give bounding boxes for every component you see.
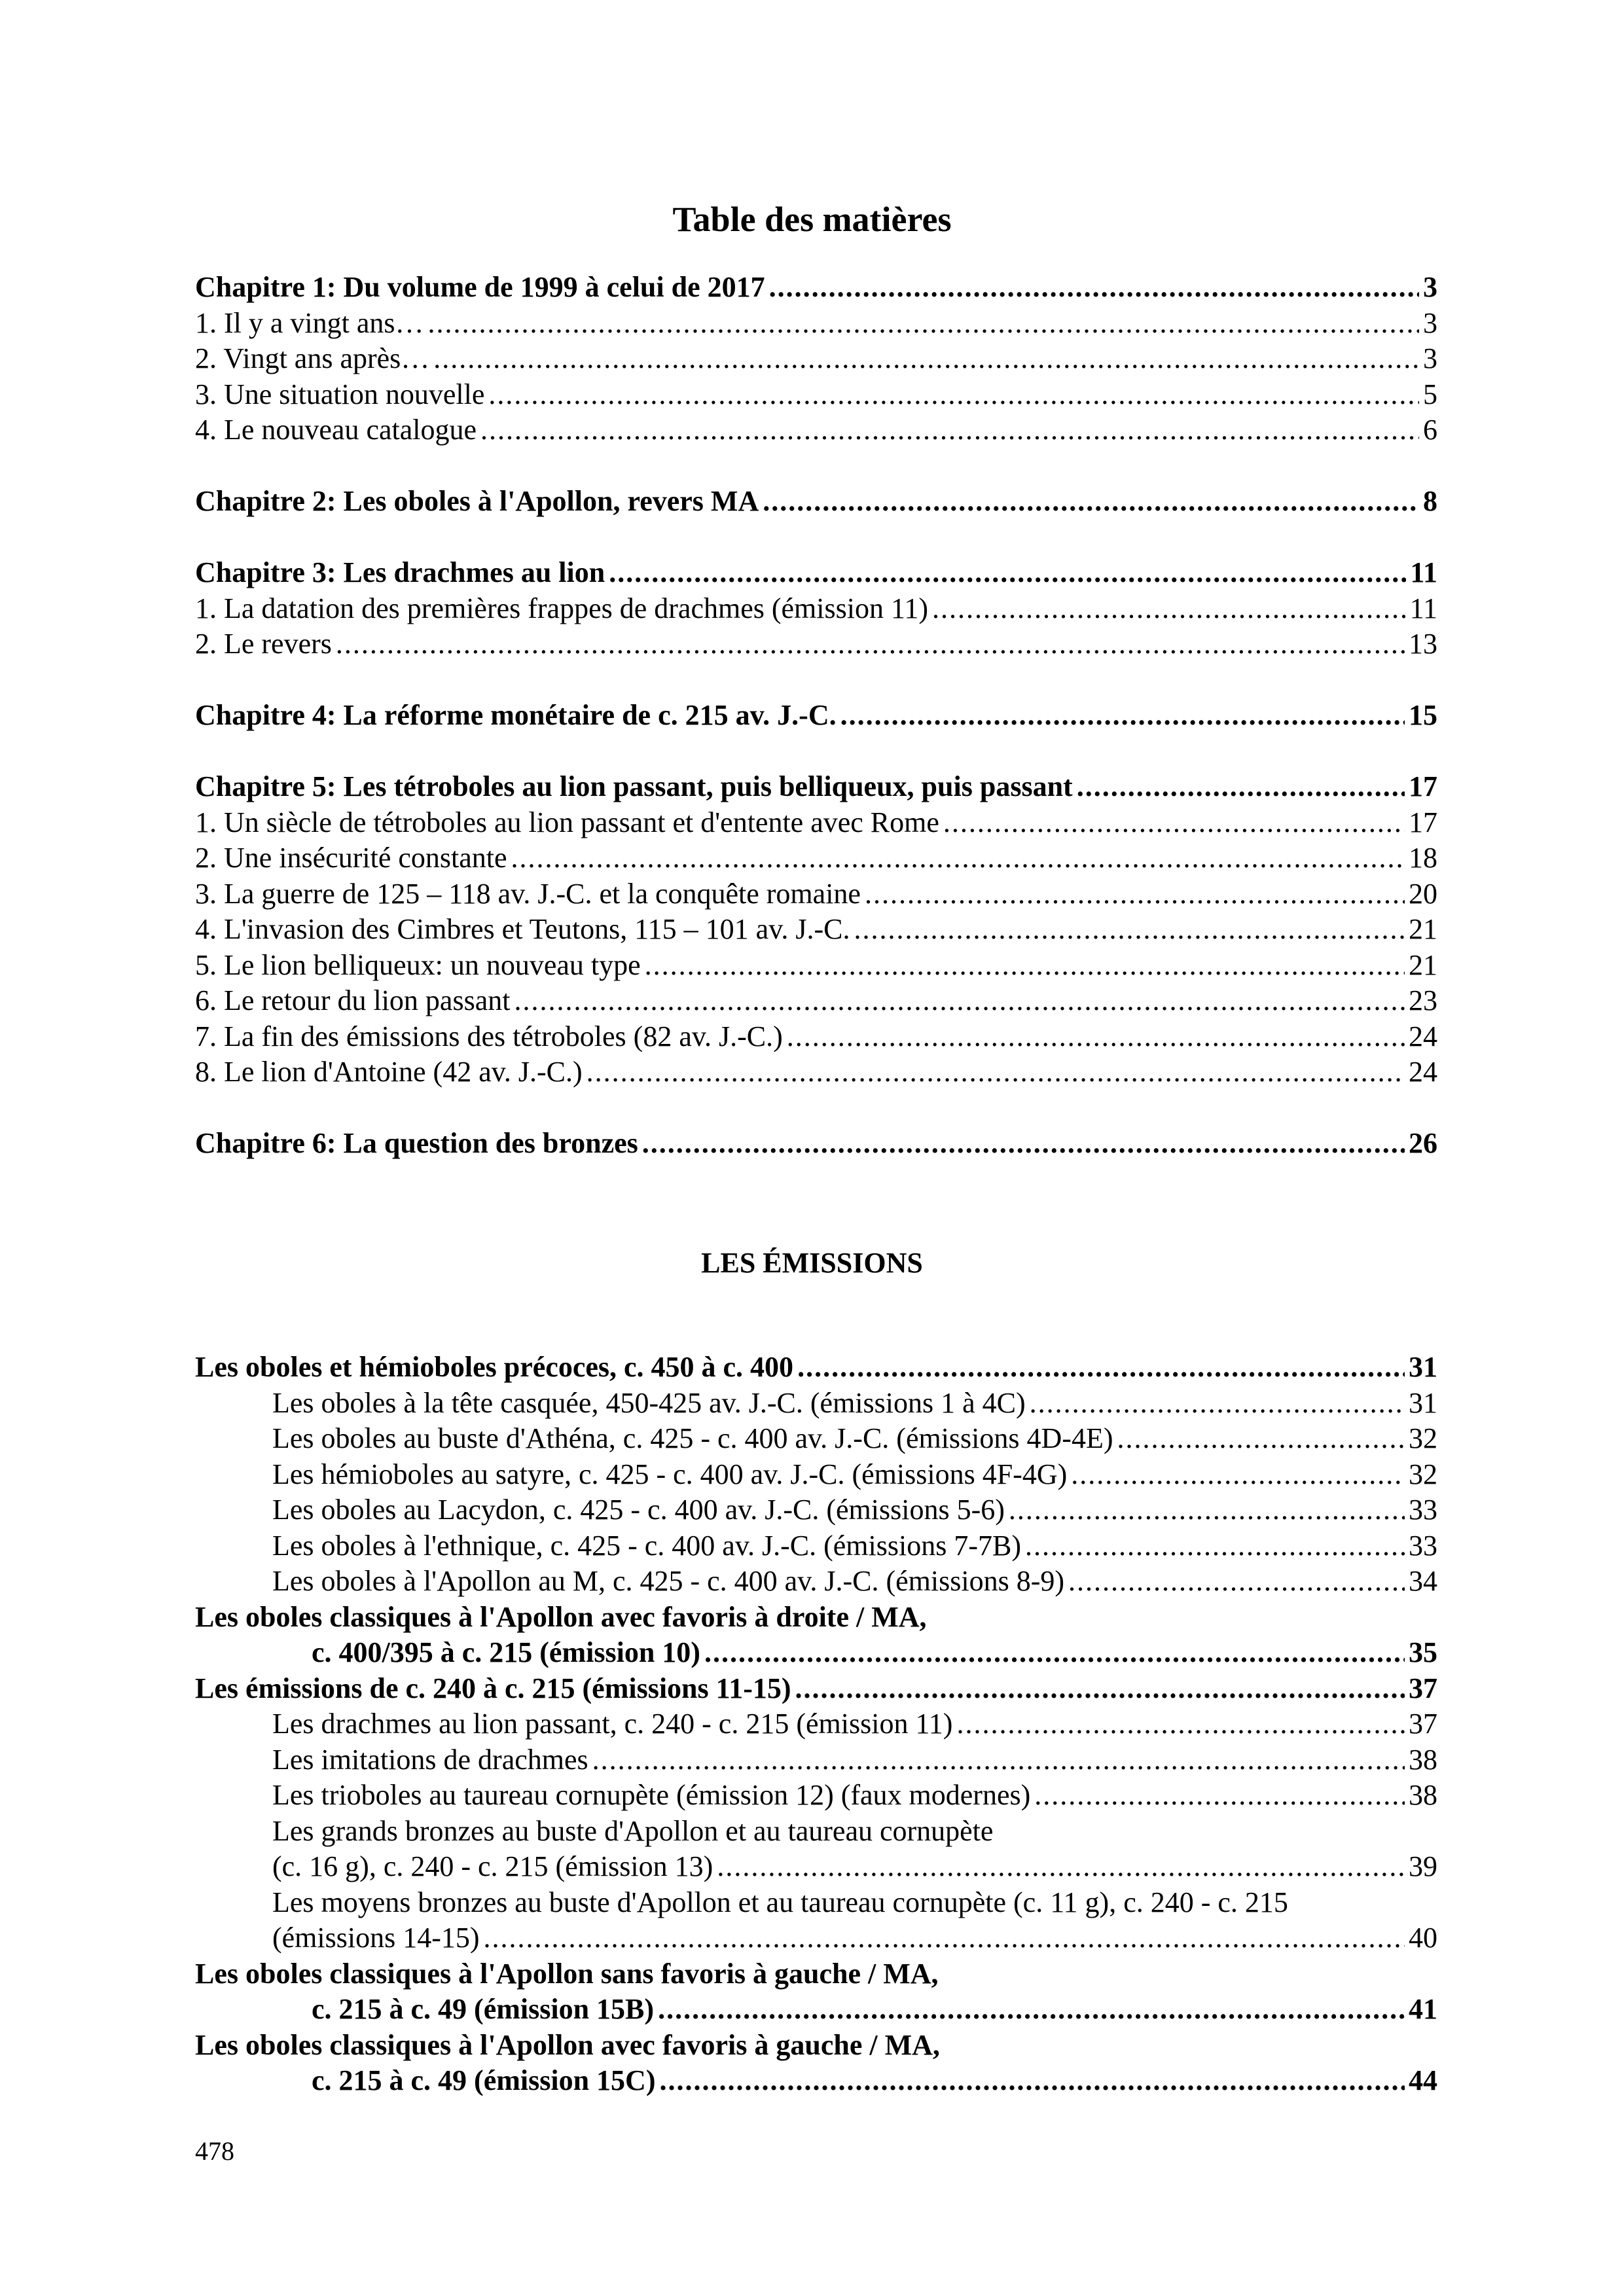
toc-entry-page: 34 [1409,1565,1437,1597]
toc-entry-page: 26 [1409,1127,1437,1159]
dot-leader [769,270,1419,306]
dot-leader [660,2063,1405,2099]
toc-entry-page: 40 [1409,1922,1437,1954]
toc-entry-title: 2. Vingt ans après… [195,342,430,374]
toc-entry-page: 3 [1423,342,1437,374]
toc-entry-page: 6 [1423,414,1437,446]
toc-entry-title: 6. Le retour du lion passant [195,984,511,1016]
toc-entry-title: 1. Il y a vingt ans… [195,306,424,339]
toc-entry[interactable] [195,1492,1437,1528]
toc-entry-page: 15 [1409,699,1437,731]
toc-entry[interactable] [195,840,1437,876]
toc-entry-page: 32 [1409,1458,1437,1490]
toc-entry-title: 4. Le nouveau catalogue [195,414,477,446]
toc-entry-title: 1. Un siècle de tétroboles au lion passant et d'entente avec Rome [195,806,939,838]
toc-entry[interactable] [195,1742,1437,1778]
toc-entry[interactable] [195,1671,1437,1707]
toc-entry[interactable] [195,983,1437,1019]
toc-entry[interactable] [195,1457,1437,1493]
dot-leader [592,1742,1405,1778]
dot-leader [488,377,1419,413]
dot-leader [1009,1492,1405,1528]
toc-entry[interactable] [195,805,1437,841]
toc-entry-title: 3. La guerre de 125 – 118 av. J.-C. et la conquête romaine [195,877,861,910]
toc-entry-page: 24 [1409,1056,1437,1088]
dot-leader [943,805,1405,841]
toc-entry[interactable] [195,1350,1437,1386]
toc-entry-title: Les oboles à l'Apollon au M, c. 425 - c. 400 av. J.-C. (émissions 8-9) [272,1565,1064,1597]
toc-entry-first-line: Les moyens bronzes au buste d'Apollon et au taureau cornupète (c. 11 g), c. 240 - c. 215 [272,1886,1288,1918]
toc-entry[interactable] [195,948,1437,984]
toc-entry-page: 20 [1409,877,1437,910]
toc-entry-title: Les oboles au buste d'Athéna, c. 425 - c. 400 av. J.-C. (émissions 4D-4E) [272,1422,1113,1454]
toc-entry-page: 39 [1409,1850,1437,1882]
toc-entry[interactable] [195,1920,1437,1956]
toc-chapters [195,270,1437,1162]
toc-entry[interactable] [195,1386,1437,1422]
toc-entry-title: c. 215 à c. 49 (émission 15C) [312,2064,656,2096]
toc-entry-title: Chapitre 1: Du volume de 1999 à celui de 2017 [195,271,765,303]
toc-entry-first-line: Les grands bronzes au buste d'Apollon et au taureau cornupète [272,1814,994,1847]
toc-entry-title: Les hémioboles au satyre, c. 425 - c. 400 av. J.-C. (émissions 4F-4G) [272,1458,1068,1490]
toc-entry[interactable] [195,1564,1437,1600]
toc-entry-title: Les oboles et hémioboles précoces, c. 450 à c. 400 [195,1351,794,1383]
dot-leader [704,1635,1405,1671]
toc-entry[interactable] [195,1528,1437,1564]
dot-leader [642,1126,1405,1162]
toc-entry-page: 38 [1409,1743,1437,1776]
page-title: Table des matières [672,200,952,239]
dot-leader [1034,1778,1405,1814]
toc-entry-page: 41 [1409,1993,1437,2025]
toc-entry-page: 35 [1409,1636,1437,1668]
toc-entry[interactable] [195,484,1437,520]
dot-leader [1117,1421,1405,1457]
toc-entry-title: Chapitre 6: La question des bronzes [195,1127,638,1159]
toc-entry[interactable] [195,626,1437,662]
toc-entry-title: Les émissions de c. 240 à c. 215 (émissions 11-15) [195,1672,791,1704]
toc-entry-title: 3. Une situation nouvelle [195,378,485,410]
toc-entry-title: 8. Le lion d'Antoine (42 av. J.-C.) [195,1056,583,1088]
toc-entry-title: 4. L'invasion des Cimbres et Teutons, 115 – 101 av. J.-C. [195,913,850,945]
toc-entry-page: 38 [1409,1779,1437,1811]
dot-leader [433,341,1419,377]
toc-entry[interactable] [195,591,1437,627]
toc-entry[interactable] [195,412,1437,448]
page-number: 478 [195,2136,234,2166]
toc-entry-page: 11 [1410,556,1437,588]
toc-entry[interactable] [195,912,1437,948]
dot-leader [645,948,1405,984]
dot-leader [484,1920,1405,1956]
toc-entry-page: 18 [1409,842,1437,874]
toc-entry[interactable] [195,1706,1437,1742]
toc-entry[interactable] [195,1778,1437,1814]
toc-entry-title: 2. Le revers [195,628,332,660]
dot-leader [840,698,1405,734]
toc-entry-first-line: Les oboles classiques à l'Apollon avec favoris à droite / MA, [195,1600,927,1633]
toc-entry[interactable] [195,1054,1437,1090]
toc-entry-title: Les oboles au Lacydon, c. 425 - c. 400 av. J.-C. (émissions 5-6) [272,1494,1005,1526]
toc-entry-title: Chapitre 4: La réforme monétaire de c. 215 av. J.-C. [195,699,837,731]
dot-leader [1025,1528,1405,1564]
dot-leader [1071,1457,1405,1493]
toc-entry[interactable] [195,306,1437,342]
toc-entry-title: c. 215 à c. 49 (émission 15B) [312,1993,655,2025]
toc-entry-page: 33 [1409,1529,1437,1562]
toc-entry-title: 5. Le lion belliqueux: un nouveau type [195,948,641,981]
toc-entry-first-line: Les oboles classiques à l'Apollon sans favoris à gauche / MA, [195,1957,939,1990]
toc-entry-page: 37 [1409,1708,1437,1740]
toc-entry-title: Chapitre 5: Les tétroboles au lion passant, puis belliqueux, puis passant [195,770,1073,802]
toc-entry-title: Les drachmes au lion passant, c. 240 - c. 215 (émission 11) [272,1708,953,1740]
toc-entry-page: 32 [1409,1422,1437,1454]
dot-leader [609,555,1406,591]
section-title: LES ÉMISSIONS [701,1247,923,1279]
toc-entry-page: 31 [1409,1386,1437,1419]
dot-leader [956,1706,1405,1742]
toc-entry-page: 23 [1409,984,1437,1016]
toc-entry-title: (émissions 14-15) [272,1922,480,1954]
dot-leader [658,1992,1405,2028]
toc-entry[interactable] [195,1421,1437,1457]
dot-leader [932,591,1406,627]
toc-entry-page: 31 [1409,1351,1437,1383]
toc-entry[interactable] [195,555,1437,591]
toc-entry[interactable] [195,1126,1437,1162]
toc-entry[interactable] [195,1635,1437,1671]
toc-entry-title: Chapitre 3: Les drachmes au lion [195,556,605,588]
toc-entry-page: 33 [1409,1494,1437,1526]
toc-entry[interactable] [195,2063,1437,2099]
toc-entry-page: 44 [1409,2064,1437,2096]
dot-leader [763,484,1419,520]
toc-entry-page: 24 [1409,1020,1437,1052]
dot-leader [854,912,1405,948]
toc-entry[interactable] [195,698,1437,734]
toc-entry[interactable] [195,1019,1437,1055]
toc-entry-first-line: Les oboles classiques à l'Apollon avec favoris à gauche / MA, [195,2028,940,2061]
dot-leader [480,412,1419,448]
toc-entry-title: c. 400/395 à c. 215 (émission 10) [312,1636,700,1668]
toc-entry[interactable] [195,377,1437,413]
dot-leader [787,1019,1405,1055]
toc-entry-title: Chapitre 2: Les oboles à l'Apollon, revers MA [195,485,759,517]
toc-entry-page: 37 [1409,1672,1437,1704]
toc-entry-page: 3 [1423,306,1437,339]
toc-entry-title: Les trioboles au taureau cornupète (émission 12) (faux modernes) [272,1779,1031,1811]
toc-entry[interactable] [195,876,1437,912]
toc-entry-page: 5 [1423,378,1437,410]
dot-leader [1077,769,1405,805]
dot-leader [1030,1386,1405,1422]
dot-leader [514,983,1405,1019]
toc-entry-page: 3 [1423,271,1437,303]
toc-entry[interactable] [195,1849,1437,1885]
toc-entry-page: 21 [1409,948,1437,981]
toc-entry-title: (c. 16 g), c. 240 - c. 215 (émission 13) [272,1850,713,1882]
toc-entry-title: Les oboles à la tête casquée, 450-425 av. J.-C. (émissions 1 à 4C) [272,1386,1026,1419]
toc-entry-title: Les imitations de drachmes [272,1743,588,1776]
toc-entry-page: 13 [1409,628,1437,660]
dot-leader [586,1054,1405,1090]
toc-entry[interactable] [195,769,1437,805]
dot-leader [865,876,1405,912]
toc-entry-title: 1. La datation des premières frappes de drachmes (émission 11) [195,592,928,624]
toc-entry-title: 7. La fin des émissions des tétroboles (82 av. J.-C.) [195,1020,783,1052]
dot-leader [797,1350,1405,1386]
toc-entry-page: 8 [1423,485,1437,517]
dot-leader [1068,1564,1405,1600]
dot-leader [336,626,1405,662]
toc-entry-page: 17 [1409,806,1437,838]
dot-leader [511,840,1405,876]
toc-entry[interactable] [195,341,1437,377]
toc-entry-page: 17 [1409,770,1437,802]
dot-leader [717,1849,1405,1885]
toc-entry-page: 21 [1409,913,1437,945]
dot-leader [428,306,1419,342]
toc-entry-title: Les oboles à l'ethnique, c. 425 - c. 400 av. J.-C. (émissions 7-7B) [272,1529,1021,1562]
toc-entry[interactable] [195,270,1437,306]
dot-leader [795,1671,1405,1707]
toc-emissions [195,1350,1437,2099]
toc-entry[interactable] [195,1992,1437,2028]
toc-entry-page: 11 [1409,592,1437,624]
toc-entry-title: 2. Une insécurité constante [195,842,507,874]
